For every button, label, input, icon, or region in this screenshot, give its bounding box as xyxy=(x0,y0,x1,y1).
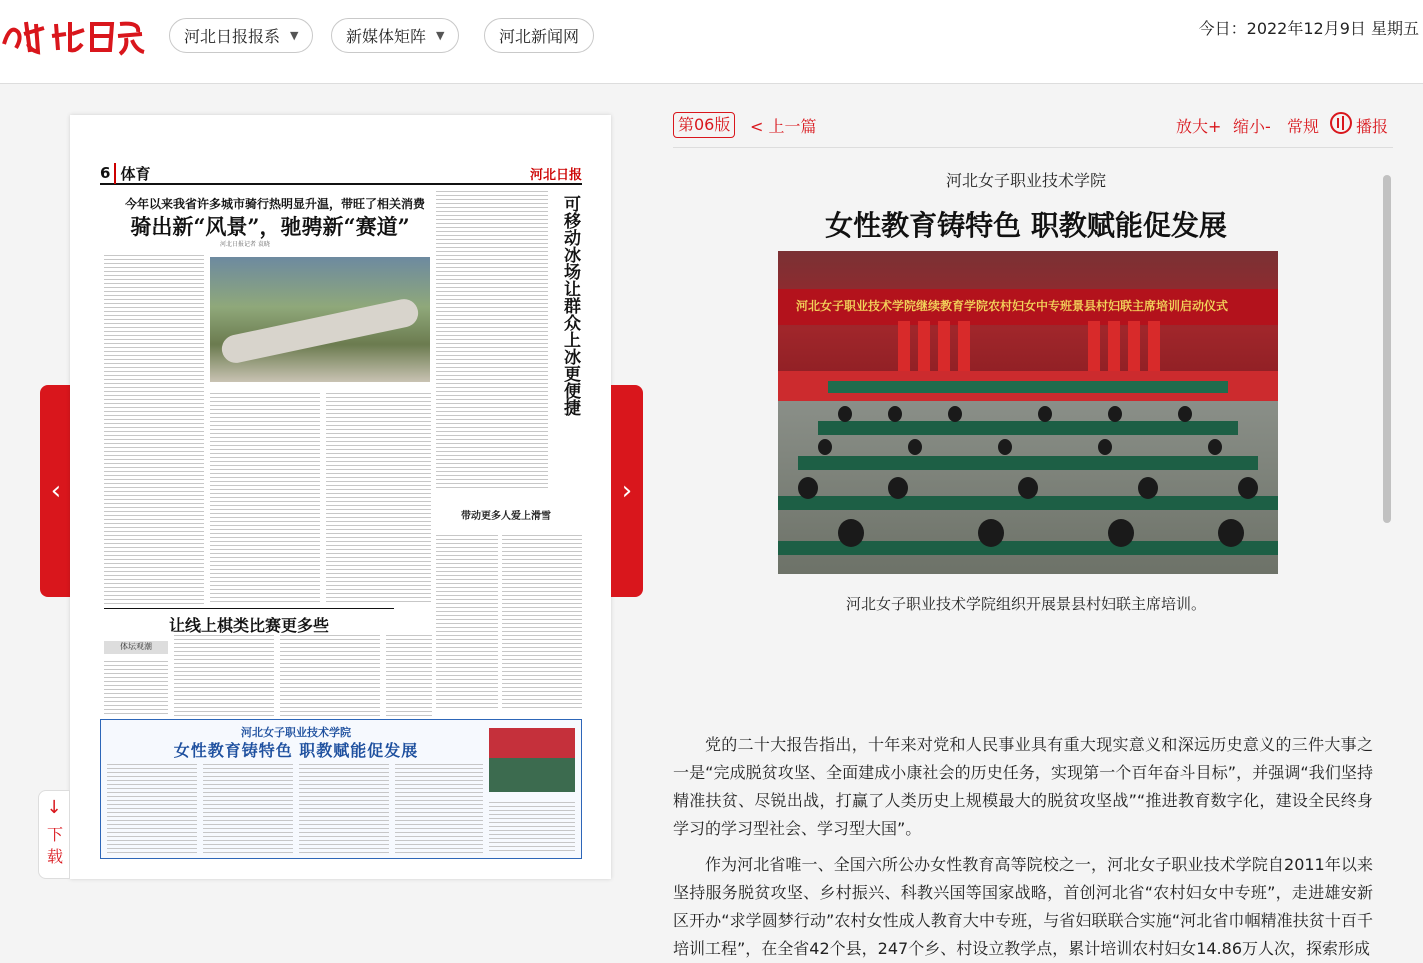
normal-size-button[interactable]: 常规 xyxy=(1287,117,1320,136)
download-icon: ↓ xyxy=(46,797,62,818)
np-story2-tag: 体坛观潮 xyxy=(104,641,168,654)
np-text-column xyxy=(104,255,204,605)
article-content xyxy=(673,148,1379,958)
photo-person xyxy=(1108,406,1122,422)
np-ad-photo xyxy=(489,728,575,792)
np-text-column xyxy=(326,393,431,603)
previous-article-link[interactable]: < 上一篇 xyxy=(750,117,817,136)
np-section-name: 体育 xyxy=(114,163,150,184)
next-page-button[interactable] xyxy=(611,385,643,597)
photo-person xyxy=(1018,477,1038,499)
caret-down-icon: ▼ xyxy=(436,29,445,42)
nav-new-media-matrix[interactable] xyxy=(331,18,459,53)
np-text-column xyxy=(203,764,293,854)
nav-hebei-daily-group[interactable] xyxy=(169,18,313,53)
photo-banner-text: 河北女子职业技术学院继续教育学院农村妇女中专班景县村妇联主席培训启动仪式 xyxy=(796,299,1229,313)
top-bar xyxy=(0,0,1423,84)
chevron-right-icon: › xyxy=(621,476,633,506)
np-story2-title[interactable]: 让线上棋类比赛更多些 xyxy=(104,608,394,636)
newspaper-page-image[interactable] xyxy=(70,115,611,879)
article-org: 河北女子职业技术学院 xyxy=(945,171,1106,190)
hebei-daily-logo[interactable] xyxy=(0,14,145,58)
photo-person xyxy=(1138,477,1158,499)
article-scrollbar[interactable] xyxy=(1383,175,1391,523)
photo-person xyxy=(1098,439,1112,455)
photo-person xyxy=(818,439,832,455)
photo-person xyxy=(1208,439,1222,455)
np-ad-org: 河北女子职业技术学院 xyxy=(241,726,351,739)
np-text-column xyxy=(104,661,168,716)
np-text-column xyxy=(436,191,548,491)
np-featured-story-box[interactable] xyxy=(100,719,582,859)
np-text-column xyxy=(210,393,320,603)
zoom-in-button[interactable]: 放大+ xyxy=(1176,117,1222,136)
np-story3-title[interactable]: 带动更多人爱上滑雪 xyxy=(461,511,551,522)
np-header-logo: 河北日报 xyxy=(529,167,582,183)
photo-head-table xyxy=(828,381,1228,393)
article-toolbar xyxy=(673,112,1393,142)
np-story1-byline: 河北日报记者 袁晓 xyxy=(220,241,270,248)
np-cycling-photo[interactable] xyxy=(210,257,430,382)
np-text-column xyxy=(386,635,432,717)
audio-play-button[interactable]: 播报 xyxy=(1356,117,1389,136)
prev-page-button[interactable] xyxy=(40,385,72,597)
zoom-out-button[interactable]: 缩小- xyxy=(1233,117,1271,136)
nav-label: 新媒体矩阵 xyxy=(346,27,427,46)
download-label: 下载 xyxy=(44,826,64,870)
photo-person xyxy=(1178,406,1192,422)
chevron-left-icon: ‹ xyxy=(50,476,62,506)
photo-desk-row xyxy=(798,456,1258,470)
edition-badge[interactable]: 第06版 xyxy=(673,112,735,138)
np-text-column xyxy=(280,635,380,717)
photo-person xyxy=(1108,519,1134,547)
photo-person xyxy=(998,439,1012,455)
main-area xyxy=(0,85,1423,958)
article-paragraph: 作为河北省唯一、全国六所公办女性教育高等院校之一，河北女子职业技术学院自2011年以来坚持服务脱贫攻坚、乡村振兴、科教兴国等国家战略，首创河北省“农村妇女中专班”，走进雄安新区开办“求学圆梦行动”农村女性成人教育大中专班，与省妇联联合实施“河北省巾帼精准扶贫十百千培训工程”，在全省42个县，247个乡、村设立教学点，累计培训农村妇女14.86万人次，探索形成 xyxy=(673,855,1373,958)
article-paragraph: 党的二十大报告指出，十年来对党和人民事业具有重大现实意义和深远历史意义的三件大事之一是“完成脱贫攻坚、全面建成小康社会的历史任务，实现第一个百年奋斗目标”，并强调“我们坚持精准扶贫、尽锐出战，打赢了人类历史上规模最大的脱贫攻坚战”“推进教育数字化，建设全民终身学习的学习型社会、学习型大国”。 xyxy=(673,735,1373,838)
photo-person xyxy=(838,519,864,547)
photo-person xyxy=(888,477,908,499)
nav-label: 河北日报报系 xyxy=(184,27,281,46)
photo-person xyxy=(798,477,818,499)
np-page-number: 6 xyxy=(100,164,111,182)
article-photo[interactable] xyxy=(778,251,1278,574)
np-page-header xyxy=(100,163,582,185)
np-story1-subtitle[interactable]: 今年以来我省许多城市骑行热明显升温，带旺了相关消费 xyxy=(125,197,426,211)
photo-person xyxy=(1038,406,1052,422)
today-date: 今日：2022年12月9日 星期五 xyxy=(1198,19,1419,38)
nav-label: 河北新闻网 xyxy=(499,27,580,46)
np-text-column xyxy=(502,535,582,710)
caret-down-icon: ▼ xyxy=(290,29,299,42)
article-title: 女性教育铸特色 职教赋能促发展 xyxy=(825,209,1227,242)
np-vertical-title[interactable]: 可移动冰场让群众上冰更便捷 xyxy=(560,195,580,416)
photo-caption: 河北女子职业技术学院组织开展景县村妇联主席培训。 xyxy=(845,595,1206,613)
download-button[interactable] xyxy=(38,790,70,879)
np-text-column xyxy=(299,764,389,854)
photo-desk-row xyxy=(818,421,1238,435)
np-ad-title: 女性教育铸特色 职教赋能促发展 xyxy=(173,741,419,760)
photo-person xyxy=(888,406,902,422)
np-text-column xyxy=(107,764,197,854)
photo-person xyxy=(908,439,922,455)
photo-person xyxy=(838,406,852,422)
np-text-column xyxy=(489,802,575,854)
nav-hebei-news-net[interactable] xyxy=(484,18,594,53)
np-text-column xyxy=(395,764,483,854)
np-story1-title[interactable]: 骑出新“风景”，驰骋新“赛道” xyxy=(130,214,410,239)
photo-person xyxy=(948,406,962,422)
photo-person xyxy=(1238,477,1258,499)
np-text-column xyxy=(174,635,274,717)
audio-play-icon[interactable] xyxy=(1330,112,1352,134)
np-text-column xyxy=(436,535,498,710)
photo-person xyxy=(1218,519,1244,547)
photo-person xyxy=(978,519,1004,547)
